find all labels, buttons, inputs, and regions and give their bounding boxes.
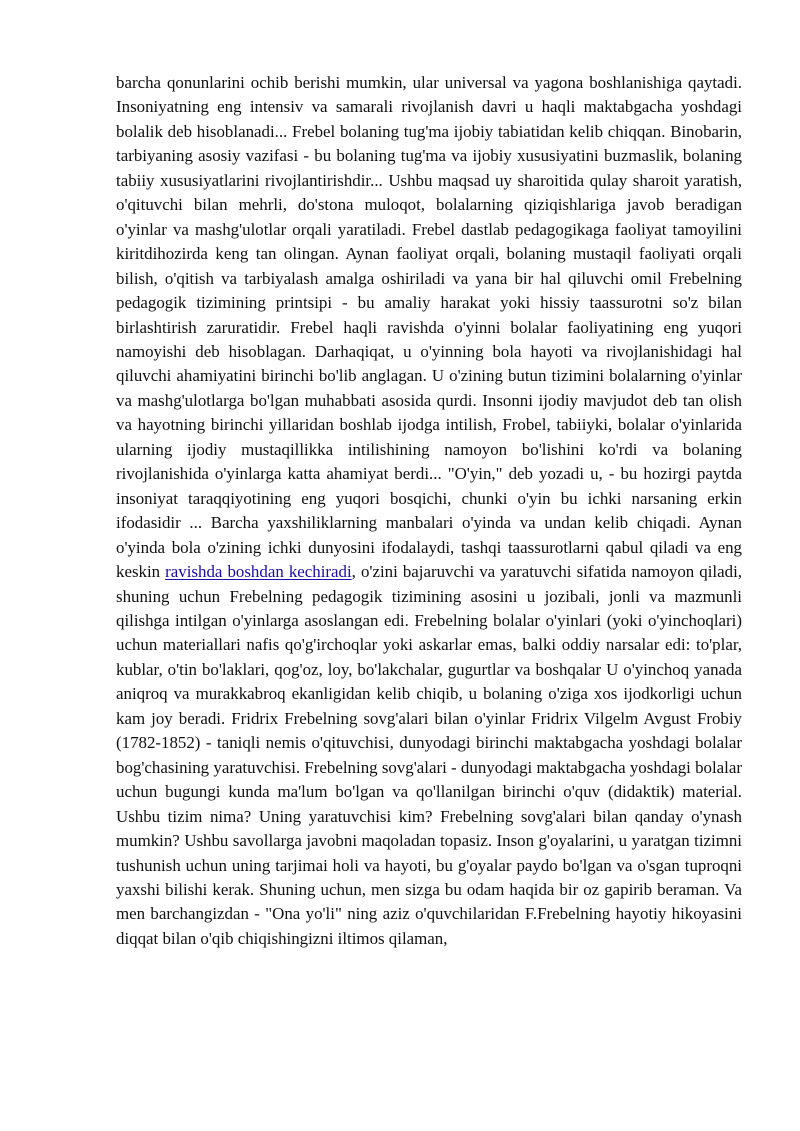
inline-hyperlink[interactable]: ravishda boshdan kechiradi xyxy=(165,562,352,582)
paragraph-text-before-link: barcha qonunlarini ochib berishi mumkin, ular universal va yagona boshlanishiga qaytadi. Insoniyatning eng intensiv va samarali rivojlanish davri u haqli maktabgacha yoshdagi bolalik deb hisoblanadi... Frebel bolaning tug'ma ijobiy tabiatidan kelib chiqqan. Binobarin, tarbiyaning asosiy vazifasi - bu bolaning tug'ma va ijobiy xususiyatini buzmaslik, bolaning tabiiy xususiyatlarini rivojlantirishdir... Ushbu maqsad uy sharoitida qulay sharoit yaratish, o'qituvchi bilan mehrli, do'stona muloqot, bolalarning qiziqishlariga javob beradigan o'yinlar va mashg'ulotlar orqali yaratiladi. Frebel dastlab pedagogikaga faoliyat tamoyilini kiritdihozirda keng tan olingan. Aynan faoliyat orqali, bolaning mustaqil faoliyati orqali bilish, o'qitish va tarbiyalash amalga oshiriladi va yana bir hal qiluvchi omil Frebelning pedagogik tizimining printsipi - bu amaliy harakat yoki hissiy taassurotni so'z bilan birlashtirish zaruratidir. Frebel haqli ravishda o'yinni bolalar faoliyatining eng yuqori namoyishi deb hisoblagan. Darhaqiqat, u o'yinning bola hayoti va rivojlanishidagi hal qiluvchi ahamiyatini birinchi bo'lib anglagan. U o'zining butun tizimini bolalarning o'yinlar va mashg'ulotlarga bo'lgan muhabbati asosida qurdi. Insonni ijodiy mavjudot deb tan olish va hayotning birinchi yillaridan boshlab ijodga intilish, Frobel, tabiiyki, bolalar o'yinlarida ularning ijodiy mustaqillikka intilishining namoyon bo'lishini ko'rdi va bolaning rivojlanishida o'yinlarga katta ahamiyat berdi... "O'yin," deb yozadi u, - bu hozirgi paytda insoniyat taraqqiyotining eng yuqori bosqichi, chunki o'yin bu ichki narsaning erkin ifodasidir ... Barcha yaxshiliklarning manbalari o'yinda va undan kelib chiqadi. Aynan o'yinda bola o'zining ichki dunyosini ifodalaydi, tashqi taassurotlarni qabul qiladi va eng keskin xyxy=(116,73,742,582)
document-page xyxy=(116,71,742,951)
paragraph-text-after-link: , o'zini bajaruvchi va yaratuvchi sifatida namoyon qiladi, shuning uchun Frebelning pedagogik tizimining asosini u jozibali, jonli va mazmunli qilishga intilgan o'yinlarga asoslangan edi. Frebelning bolalar o'yinlari (yoki o'yinchoqlari) uchun materiallari nafis qo'g'irchoqlar yoki askarlar emas, balki oddiy narsalar edi: to'plar, kublar, o'tin bo'laklari, qog'oz, loy, bo'lakchalar, gugurtlar va boshqalar U o'yinchoq yanada aniqroq va murakkabroq ekanligidan kelib chiqib, u bolaning o'ziga xos ijodkorligi uchun kam joy beradi. Fridrix Frebelning sovg'alari bilan o'yinlar Fridrix Vilgelm Avgust Frobiy (1782-1852) - taniqli nemis o'qituvchisi, dunyodagi birinchi maktabgacha yoshdagi bolalar bog'chasining yaratuvchisi. Frebelning sovg'alari - dunyodagi maktabgacha yoshdagi bolalar uchun bugungi kunda ma'lum bo'lgan va qo'llanilgan birinchi o'quv (didaktik) material. Ushbu tizim nima? Uning yaratuvchisi kim? Frebelning sovg'alari bilan qanday o'ynash mumkin? Ushbu savollarga javobni maqoladan topasiz. Inson g'oyalarini, u yaratgan tizimni tushunish uchun uning tarjimai holi va hayoti, bu g'oyalar paydo bo'lgan va o'sgan tuproqni yaxshi bilishi kerak. Shuning uchun, men sizga bu odam haqida bir oz gapirib beraman. Va men barchangizdan - "Ona yo'li" ning aziz o'quvchilaridan F.Frebelning hayotiy hikoyasini diqqat bilan o'qib chiqishingizni iltimos qilaman, xyxy=(116,562,742,948)
body-paragraph xyxy=(116,71,742,951)
